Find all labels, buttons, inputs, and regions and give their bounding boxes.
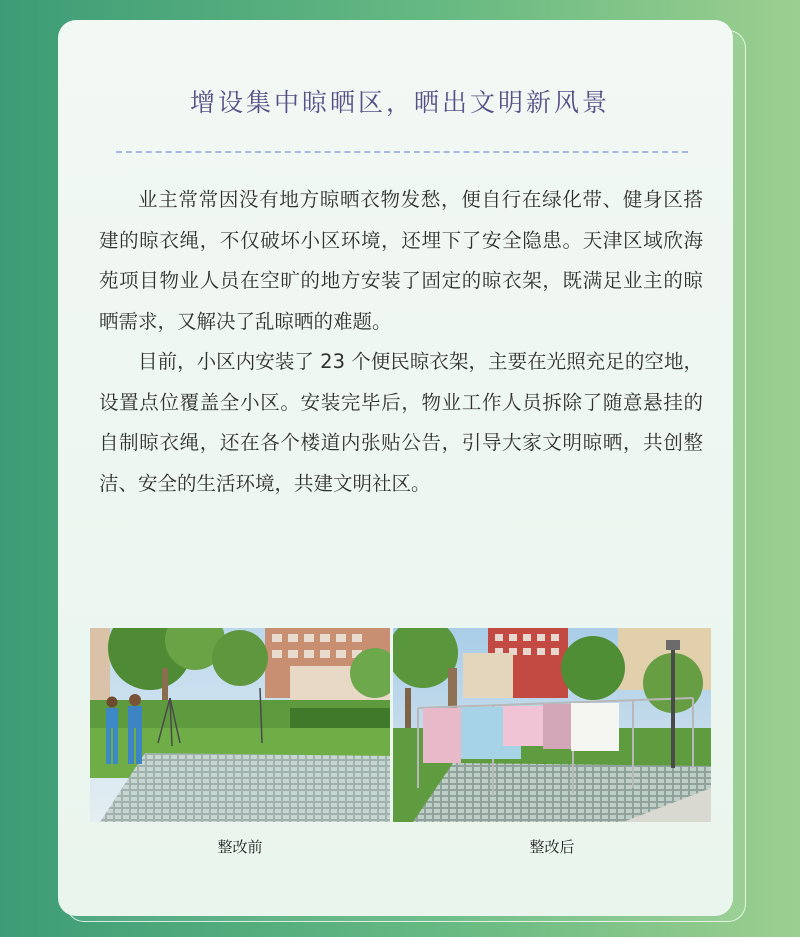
article-title: 增设集中晾晒区，晒出文明新风景	[189, 88, 610, 117]
after-photo	[393, 628, 711, 822]
paragraph-2: 目前，小区内安装了 23 个便民晾衣架，主要在光照充足的空地，设置点位覆盖全小区。安装完毕后，物业工作人员拆除了随意悬挂的自制晾衣绳，还在各个楼道内张贴公告，引导大家文明晾晒，共创整洁、安全的生活环境，共建文明社区。	[99, 350, 703, 495]
after-caption: 整改后	[529, 838, 575, 856]
before-photo	[90, 628, 390, 822]
article-body	[99, 180, 703, 504]
paragraph-1: 业主常常因没有地方晾晒衣物发愁，便自行在绿化带、健身区搭建的晾衣绳，不仅破坏小区环境，还埋下了安全隐患。天津区域欣海苑项目物业人员在空旷的地方安装了固定的晾衣架，既满足业主的晾晒需求，又解决了乱晾晒的难题。	[99, 188, 703, 333]
before-caption: 整改前	[217, 838, 263, 856]
title-divider	[116, 151, 688, 153]
